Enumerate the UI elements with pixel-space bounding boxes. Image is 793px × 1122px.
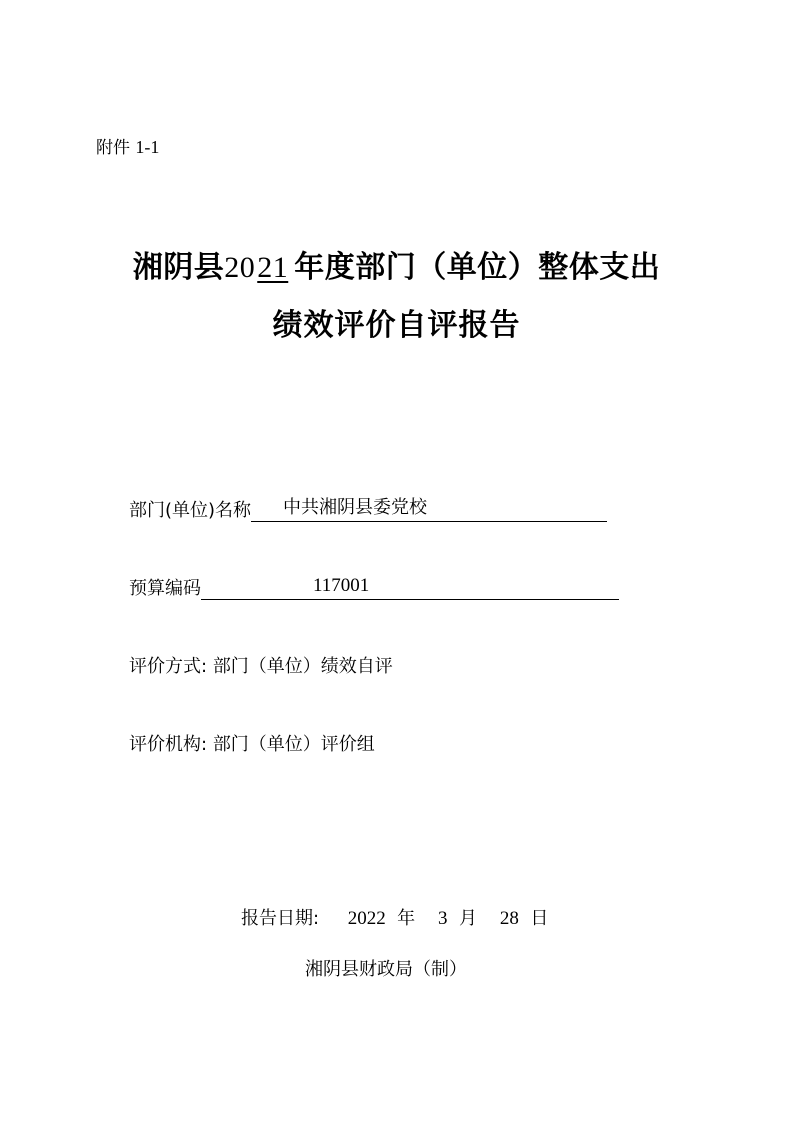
issuer: 湘阴县财政局（制） [305, 959, 467, 980]
report-date [241, 904, 548, 930]
evaluation-org-value: 部门（单位）评价组 [212, 734, 375, 755]
attachment-text: 附件 [96, 138, 130, 158]
department-name-field [251, 499, 607, 522]
budget-code-field [201, 577, 619, 600]
department-name-row [129, 496, 607, 522]
budget-code-value: 117001 [313, 575, 370, 596]
department-name-value: 中共湘阴县委党校 [283, 497, 428, 518]
budget-code-label: 预算编码 [129, 578, 201, 599]
report-date-label: 报告日期: [241, 908, 320, 929]
report-title-line2: 绩效评价自评报告 [272, 308, 521, 343]
evaluation-method-label: 评价方式: [129, 656, 208, 677]
report-date-day: 28 [499, 908, 519, 929]
report-date-month: 3 [438, 908, 448, 929]
evaluation-method-row [129, 652, 393, 678]
title-year-filled: 21 [257, 251, 289, 284]
report-date-day-unit: 日 [530, 908, 549, 929]
department-name-label: 部门(单位)名称 [129, 500, 252, 521]
evaluation-org-row [129, 730, 375, 756]
evaluation-method-value: 部门（单位）绩效自评 [212, 656, 393, 677]
report-title-line1 [0, 242, 793, 286]
budget-code-row [129, 574, 619, 600]
title-year-fixed: 20 [224, 251, 256, 284]
report-date-year-unit: 年 [397, 908, 416, 929]
report-date-month-unit: 月 [458, 908, 477, 929]
attachment-label [96, 133, 159, 158]
title-prefix: 湘阴县 [132, 250, 225, 285]
report-date-year: 2022 [347, 908, 386, 929]
title-line1-suffix: 年度部门（单位）整体支出 [294, 250, 661, 285]
attachment-number: 1-1 [135, 137, 160, 157]
evaluation-org-label: 评价机构: [129, 734, 208, 755]
